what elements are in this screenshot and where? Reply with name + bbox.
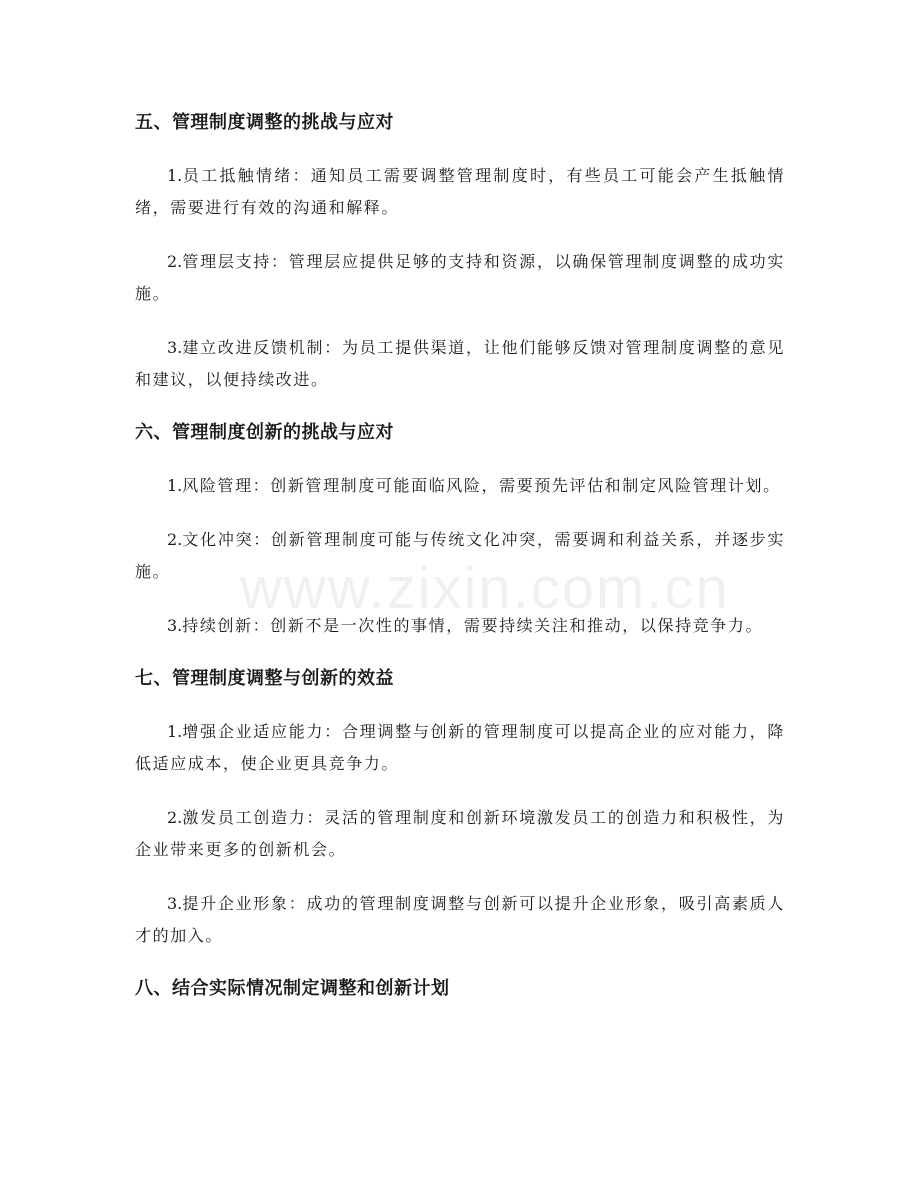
item-text: 管理层支持：管理层应提供足够的支持和资源，以确保管理制度调整的成功实施。 [135, 252, 785, 303]
item-number: 2. [167, 808, 183, 827]
section-heading: 五、管理制度调整的挑战与应对 [135, 112, 394, 133]
item-text: 文化冲突：创新管理制度可能与传统文化冲突，需要调和利益关系，并逐步实施。 [135, 530, 785, 581]
item-number: 2. [167, 530, 183, 549]
list-item [135, 716, 785, 780]
section-heading: 七、管理制度调整与创新的效益 [135, 668, 394, 689]
document-body [135, 108, 785, 1026]
section-heading: 六、管理制度创新的挑战与应对 [135, 422, 394, 443]
list-item [135, 888, 785, 952]
section-7 [135, 664, 785, 952]
section-6 [135, 418, 785, 642]
list-item [135, 470, 785, 502]
item-number: 3. [167, 616, 183, 635]
item-number: 1. [167, 722, 183, 741]
item-text: 提升企业形象：成功的管理制度调整与创新可以提升企业形象，吸引高素质人才的加入。 [135, 894, 785, 945]
list-item [135, 524, 785, 588]
item-number: 1. [167, 166, 183, 185]
item-number: 3. [167, 894, 183, 913]
item-number: 2. [167, 252, 183, 271]
item-text: 激发员工创造力：灵活的管理制度和创新环境激发员工的创造力和积极性，为企业带来更多的创新机会。 [135, 808, 785, 859]
list-item [135, 160, 785, 224]
item-number: 1. [167, 476, 183, 495]
list-item [135, 802, 785, 866]
item-text: 持续创新：创新不是一次性的事情，需要持续关注和推动，以保持竞争力。 [182, 616, 764, 635]
section-5 [135, 108, 785, 396]
item-text: 员工抵触情绪：通知员工需要调整管理制度时，有些员工可能会产生抵触情绪，需要进行有效的沟通和解释。 [135, 166, 785, 217]
list-item [135, 246, 785, 310]
list-item [135, 332, 785, 396]
item-number: 3. [167, 338, 183, 357]
section-8 [135, 974, 785, 1004]
item-text: 增强企业适应能力：合理调整与创新的管理制度可以提高企业的应对能力，降低适应成本，使企业更具竞争力。 [135, 722, 785, 773]
section-heading: 八、结合实际情况制定调整和创新计划 [135, 978, 450, 999]
item-text: 建立改进反馈机制：为员工提供渠道，让他们能够反馈对管理制度调整的意见和建议，以便持续改进。 [135, 338, 785, 389]
list-item [135, 610, 785, 642]
watermark: www.zixin.com.cn [240, 556, 730, 621]
item-text: 风险管理：创新管理制度可能面临风险，需要预先评估和制定风险管理计划。 [182, 476, 781, 495]
